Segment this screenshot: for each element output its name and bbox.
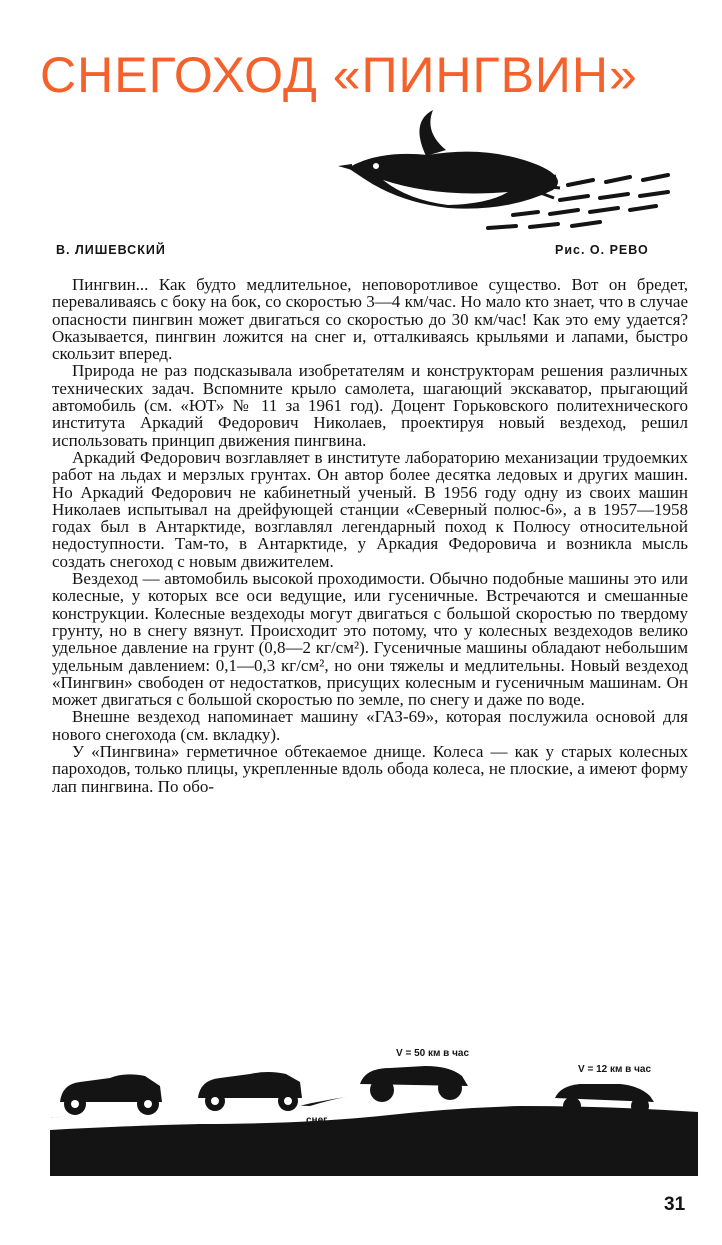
penguin-eye [373, 163, 379, 169]
penguin-illustration [338, 110, 678, 235]
penguin-flipper [419, 110, 446, 156]
paragraph: Аркадий Федорович возглавляет в институте лабораторию механизации трудоемких работ на льдах и мерзлых грунтах. Он автор более десятка ледовых и других машин. Но Аркадий Федорович не кабинетный ученый. В 1956 году одну из своих машин Николаев испытывал на дрейфующей станции «Северный полюс-6», а в 1957—1958 годах был в Антарктиде, возглавлял легендарный поход к Полюсу относительной недоступности. Там-то, в Антарктиде, у Аркадия Федоровича и возникла мысль создать снегоход с новым движителем. [52, 447, 688, 571]
paragraph: Внешне вездеход напоминает машину «ГАЗ-69», которая послужила основой для нового снегохода (см. вкладку). [52, 707, 688, 744]
article-body [52, 276, 688, 795]
speed-label-slow: V = 12 км в час [578, 1064, 652, 1075]
paragraph: У «Пингвина» герметичное обтекаемое днище. Колеса — как у старых колесных пароходов, только плицы, укрепленные вдоль обода колеса, не плоские, а имеют форму лап пингвина. По обо- [52, 742, 688, 796]
article-title: СНЕГОХОД «ПИНГВИН» [40, 47, 638, 103]
paragraph: Природа не раз подсказывала изобретателям и конструкторам решения различных технических задач. Вспомните крыло самолета, шагающий экскаватор, прыгающий автомобиль (см. «ЮТ» № 11 за 1961 год). Доцент Горьковского политехнического института Аркадий Федорович Николаев, проектируя новый вездеход, решил использовать принцип движения пингвина. [52, 361, 688, 450]
car-wheeled-1 [60, 1074, 162, 1115]
snow-label: снег [306, 1115, 328, 1126]
paragraph: Пингвин... Как будто медлительное, неповоротливое существо. Вот он бредет, переваливаясь с боку на бок, со скоростью 3—4 км/час. Но мало кто знает, что в случае опасности пингвин может двигаться со скоростью до 30 км/час! Как это ему удается? Оказывается, пингвин ложится на снег и, отталкиваясь крыльями и лапами, быстро скользит вперед. [52, 275, 688, 364]
paragraph: Вездеход — автомобиль высокой проходимости. Обычно подобные машины это или колесные, у которых все оси ведущие, или гусеничные. Встречаются и смешанные конструкции. Колесные вездеходы могут двигаться с большой скоростью по твердому грунту, но в снегу вязнут. Происходит это потому, что у колесных вездеходов велико удельное давление на грунт (0,8—2 кг/см²). Гусеничные машины обладают небольшим удельным давлением: 0,1—0,3 кг/см², но они тяжелы и медлительны. Новый вездеход «Пингвин» свободен от недостатков, присущих колесным и гусеничным машинам. Он может двигаться с большой скоростью по земле, по снегу и даже по воде. [52, 569, 688, 710]
penguin-beak [338, 164, 352, 170]
page-number: 31 [664, 1194, 686, 1215]
speed-label-fast: V = 50 км в час [396, 1048, 470, 1059]
vehicles-illustration [50, 1046, 698, 1176]
illustrator-credit: Рис. О. РЕВО [555, 243, 649, 257]
author-credit: В. ЛИШЕВСКИЙ [56, 243, 166, 257]
